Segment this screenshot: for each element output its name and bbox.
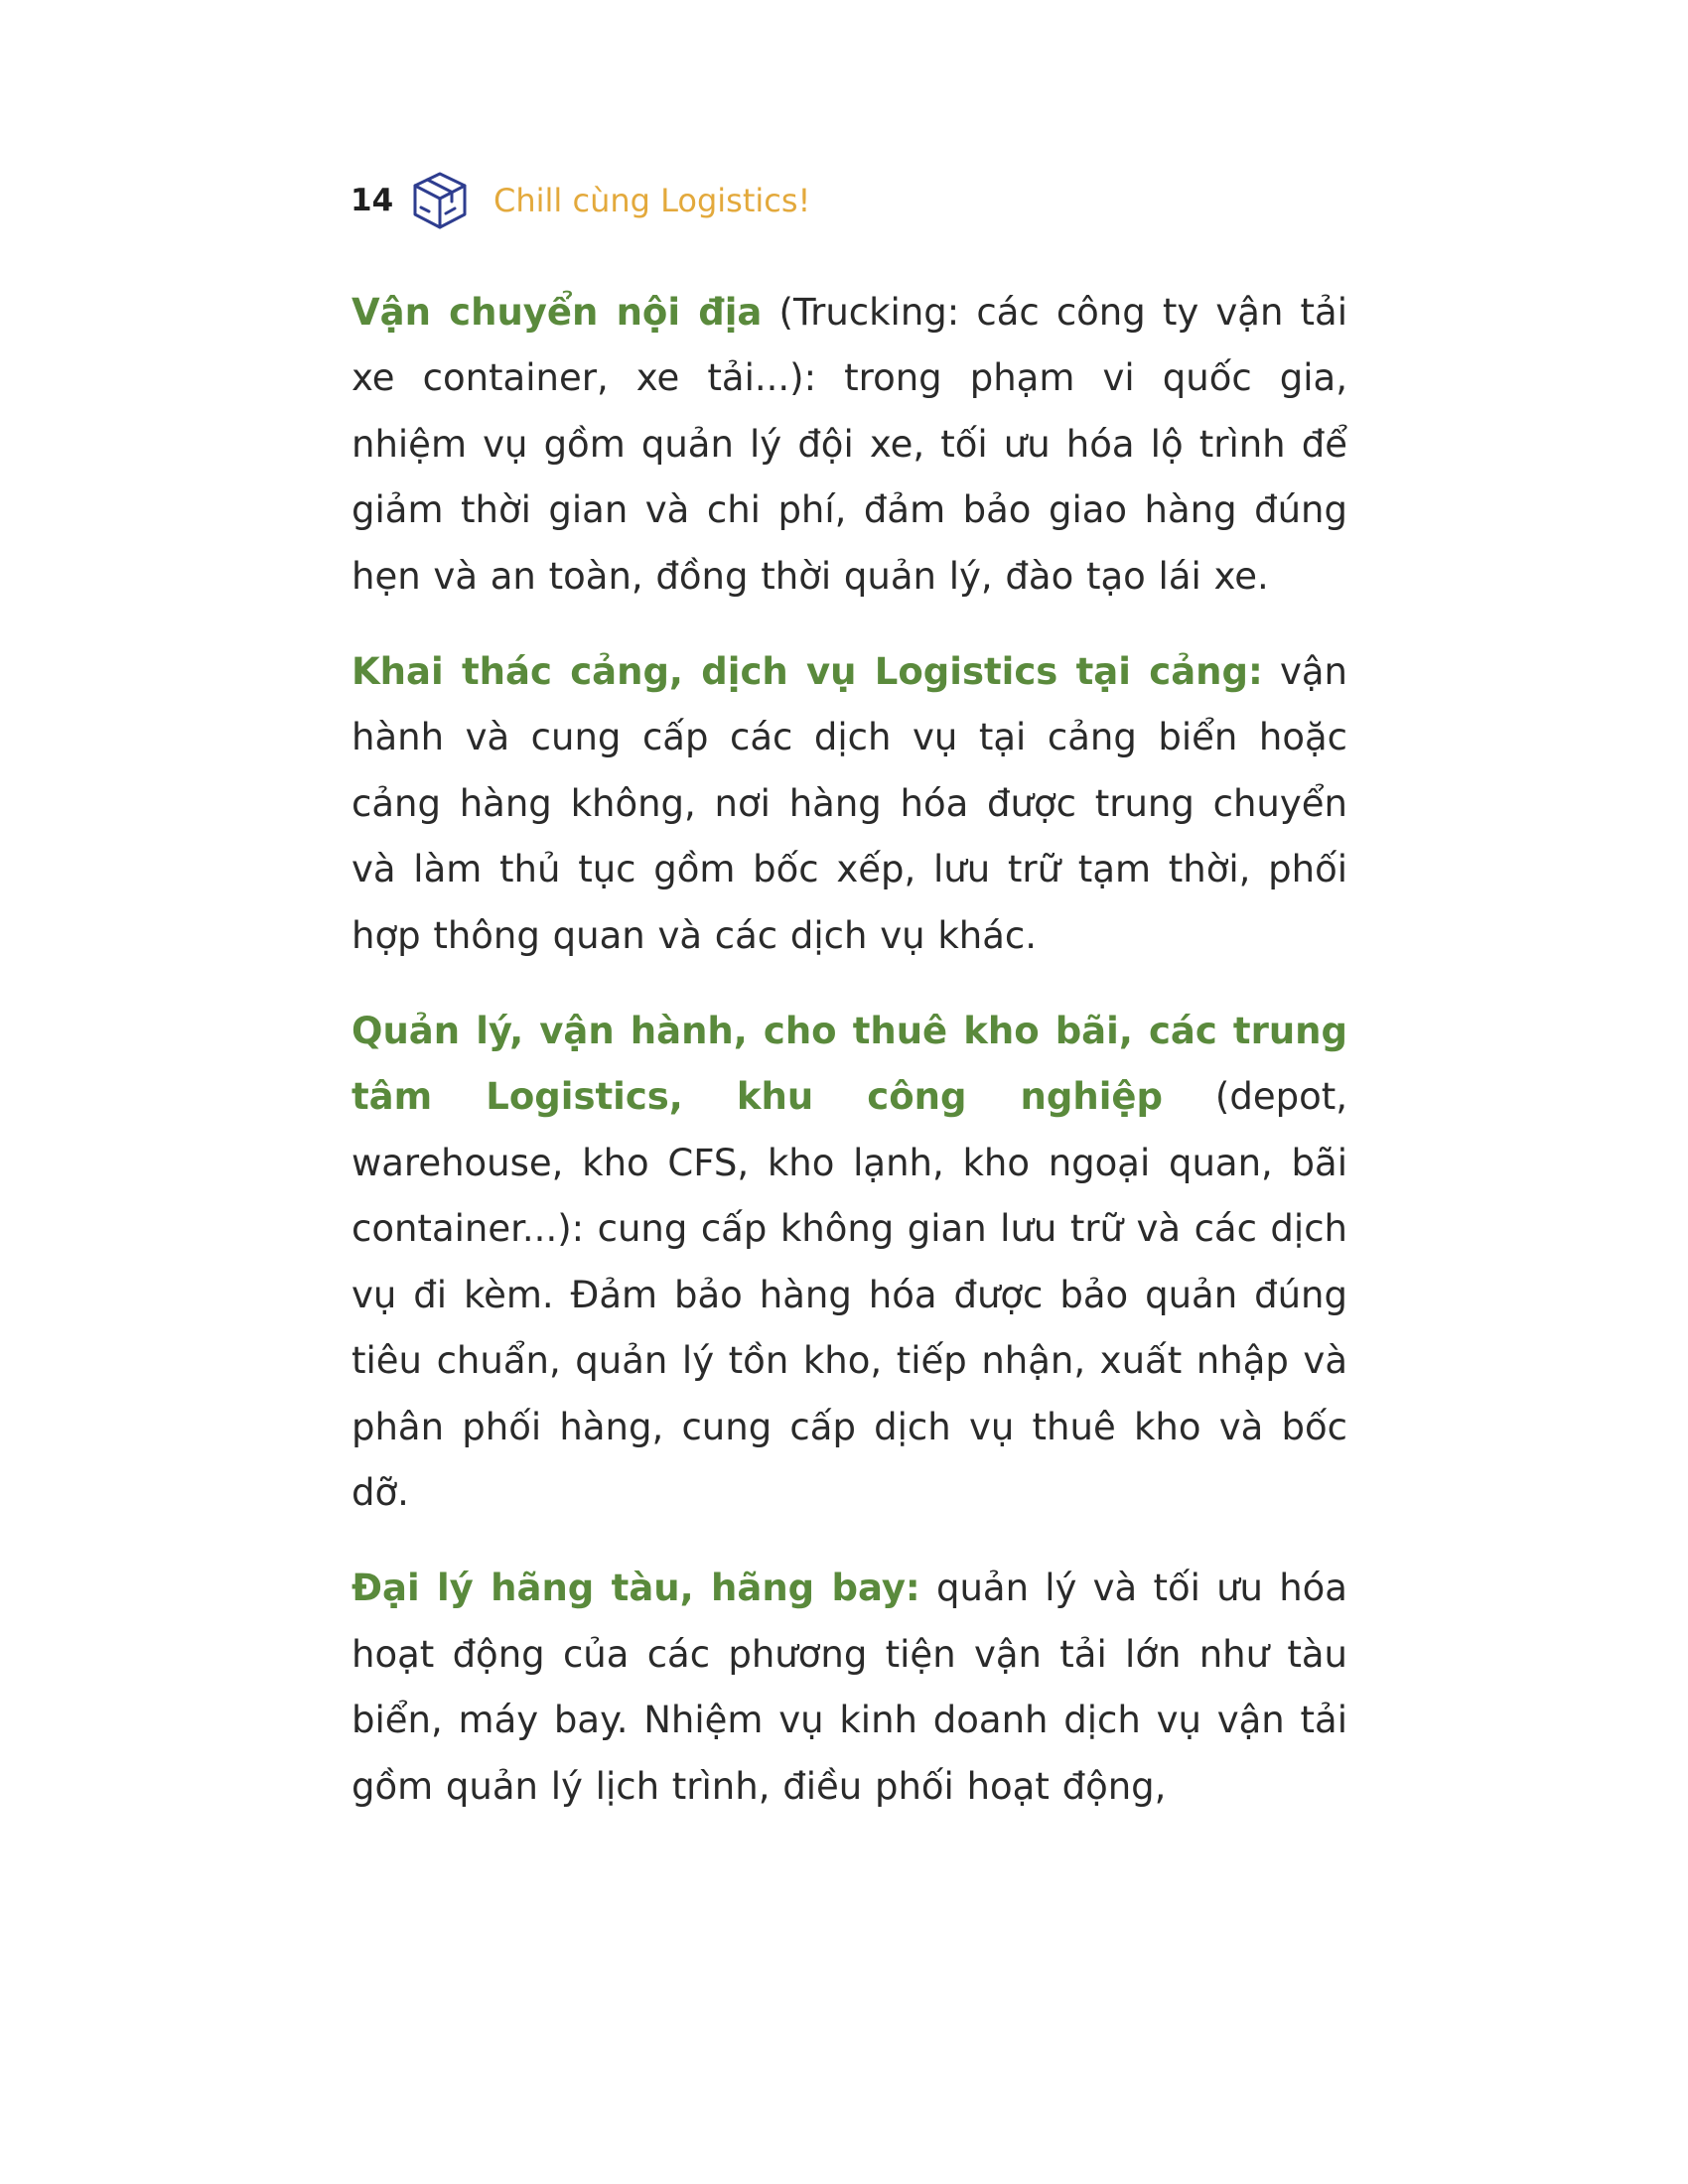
page-header — [351, 169, 810, 232]
paragraph-body: vận hành và cung cấp các dịch vụ tại cảng biển hoặc cảng hàng không, nơi hàng hóa được trung chuyển và làm thủ tục gồm bốc xếp, lưu trữ tạm thời, phối hợp thông quan và các dịch vụ khác. — [352, 650, 1348, 957]
paragraph-body: (Trucking: các công ty vận tải xe container, xe tải...): trong phạm vi quốc gia, nhiệm vụ gồm quản lý đội xe, tối ưu hóa lộ trình để giảm thời gian và chi phí, đảm bảo giao hàng đúng hẹn và an toàn, đồng thời quản lý, đào tạo lái xe. — [352, 291, 1347, 598]
paragraph-carrier-agents — [352, 1556, 1347, 1820]
term-heading: Đại lý hãng tàu, hãng bay: — [352, 1567, 920, 1610]
running-title: Chill cùng Logistics! — [493, 182, 811, 219]
paragraph-body: (depot, warehouse, kho CFS, kho lạnh, kho ngoại quan, bãi container...): cung cấp không gian lưu trữ và các dịch vụ đi kèm. Đảm bảo hàng hóa được bảo quản đúng tiêu chuẩn, quản lý tồn kho, tiếp nhận, xuất nhập và phân phối hàng, cung cấp dịch vụ thuê kho và bốc dỡ. — [352, 1075, 1347, 1514]
paragraph-body: quản lý và tối ưu hóa hoạt động của các phương tiện vận tải lớn như tàu biển, máy bay. Nhiệm vụ kinh doanh dịch vụ vận tải gồm quản lý lịch trình, điều phối hoạt động, — [352, 1567, 1347, 1808]
term-heading: Vận chuyển nội địa — [352, 291, 763, 334]
term-heading: Quản lý, vận hành, cho thuê kho bãi, các trung tâm Logistics, khu công nghiệp — [352, 1010, 1347, 1119]
paragraph-warehousing — [352, 999, 1347, 1526]
page-number: 14 — [351, 183, 394, 218]
paragraph-port-operations — [352, 639, 1347, 969]
paragraph-trucking — [352, 280, 1347, 610]
package-box-icon — [410, 170, 470, 231]
term-heading: Khai thác cảng, dịch vụ Logistics tại cảng: — [352, 650, 1263, 694]
main-content — [352, 280, 1347, 1849]
